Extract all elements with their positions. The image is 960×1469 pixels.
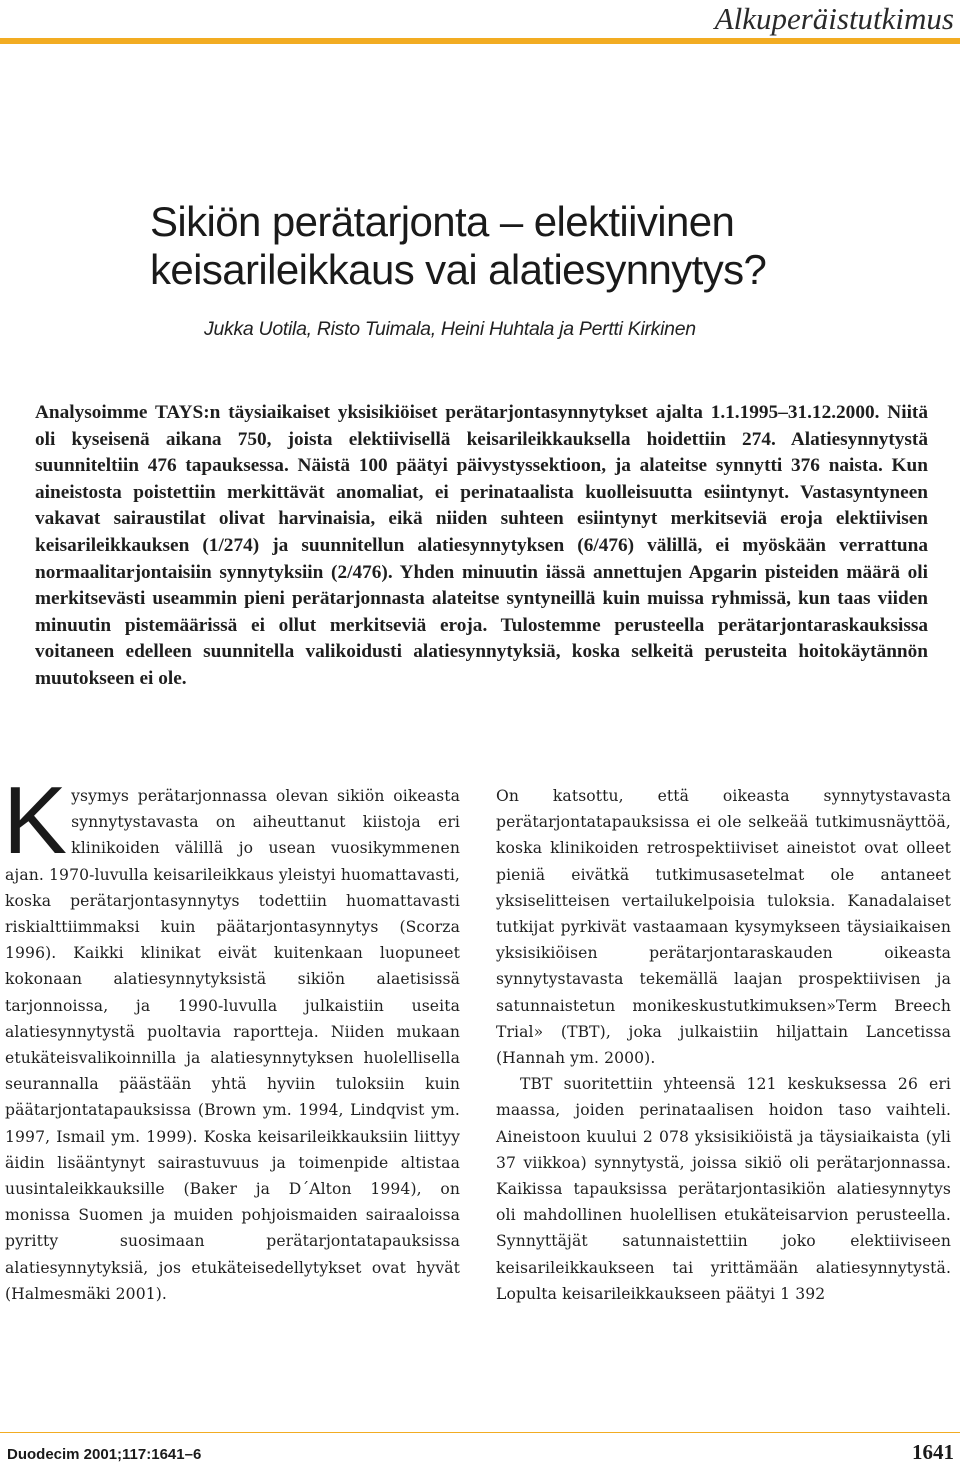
- journal-reference: Duodecim 2001;117:1641–6: [7, 1446, 202, 1463]
- body-column-right: [496, 783, 951, 1307]
- body-text: ysymys perätarjonnassa olevan sikiön oikeasta synnytystavasta on aiheuttanut kiistoja eri klinikoiden välillä jo usean vuosikymmenen ajan. 1970-luvulla keisarileikkaus yleistyi huomattavasti, koska perätarjontasynnytys todettiin huomattavasti riskialttiimmaksi kuin päätarjontasynnytys (Scorza 1996). Kaikki klinikat eivät kuitenkaan luopuneet kokonaan alatiesynnytyksistä sikiön alaetisissä tarjonnoissa, ja 1990-luvulla julkaistiin useita alatiesynnytystä puoltavia raportteja. Niiden mukaan etukäteisvalikoinnilla ja alatiesynnytyksen huolellisella seurannalla päästään yhtä hyviin tuloksiin kuin päätarjontatapauksissa (Brown ym. 1994, Lindqvist ym. 1997, Ismail ym. 1999). Koska keisarileikkauksiin liittyy äidin lisääntynyt sairastuvuus ja toimenpide altistaa uusintaleikkauksille (Baker ja D´Alton 1994), on monissa Suomen ja muiden pohjoismaiden sairaaloissa pyritty suosimaan perätarjontatapauksissa alatiesynnytyksiä, jos etukäteisedellytykset ovat hyvät (Halmesmäki 2001).: [5, 787, 460, 1303]
- article-abstract: Analysoimme TAYS:n täysiaikaiset yksisikiöiset perätarjontasynnytykset ajalta 1.1.1995–31.12.2000. Niitä oli kyseisenä aikana 750, joista elektiivisellä keisarileikkauksella hoidettiin 274. Alatiesynnytystä suunniteltiin 476 tapauksessa. Näistä 100 päätyi päivystyssektioon, ja alateitse synnytti 376 naista. Kun aineistosta poistettiin merkittävät anomaliat, ei perinataalista kuolleisuutta esiintynyt. Vastasyntyneen vakavat sairaustilat olivat harvinaisia, eikä niiden suhteen esiintynyt merkitseviä eroja elektiivisen keisarileikkauksen (1/274) ja suunnitellun alatiesynnytyksen (6/476) välillä, ei myöskään verrattuna normaalitarjontaisiin synnytyksiin (2/476). Yhden minuutin iässä annettujen Apgarin pisteiden määrä oli merkitsevästi useammin pieni perätarjonnasta alateitse syntyneillä kuin muissa ryhmissä, kun taas viiden minuutin pistemäärissä ei ollut merkitseviä eroja. Tulostemme perusteella perätarjontaraskauksissa voitaneen edelleen suunnitella valikoidusti alatiesynnytyksiä, koska selkeitä perusteita hoitokäytännön muutokseen ei ole.: [35, 402, 928, 689]
- page-number: 1641: [912, 1440, 954, 1464]
- article-title: Sikiön perätarjonta – elektiivinen keisarileikkaus vai alatiesynnytys?: [150, 198, 767, 293]
- header-rule: [0, 38, 960, 44]
- body-paragraph: TBT suoritettiin yhteensä 121 keskuksessa 26 eri maassa, joiden perinataalisen hoidon taso vaihteli. Aineistoon kuului 2 078 yksisikiöistä ja täysiaikaista (yli 37 viikkoa) synnytystä, joissa sikiö oli perätarjonnassa. Kaikissa tapauksissa perätarjontasikiön alatiesynnytys oli mahdollinen huolellisen etukäteisarvion perusteella. Synnyttäjät satunnaistettiin joko elektiiviseen keisarileikkaukseen tai yrittämään alatiesynnytystä. Lopulta keisarileikkaukseen päätyi 1 392: [496, 1075, 951, 1303]
- body-column-left: [3, 767, 460, 1307]
- footer-rule: [0, 1432, 960, 1433]
- section-label: Alkuperäistutkimus: [714, 1, 954, 36]
- drop-cap: K: [3, 767, 68, 874]
- article-authors: Jukka Uotila, Risto Tuimala, Heini Huhtala ja Pertti Kirkinen: [204, 318, 696, 340]
- body-paragraph: [3, 767, 460, 1307]
- body-paragraph: On katsottu, että oikeasta synnytystavasta perätarjontatapauksissa ei ole selkeää tutkimusnäyttöä, koska klinikoiden retrospektiiviset aineistot ovat olleet pieniä eivätkä tutkimusasetelmat ole antaneet yksiselitteisen vertailukelpoisia tuloksia. Kanadalaiset tutkijat pyrkivät vastaamaan kysymykseen täysiaikaisen yksisikiöisen perätarjontaraskauden oikeasta synnytystavasta tekemällä laajan prospektiivisen ja satunnaistetun monikeskustutkimuksen»Term Breech Trial» (TBT), joka julkaistiin hiljattain Lancetissa (Hannah ym. 2000).: [496, 787, 951, 1068]
